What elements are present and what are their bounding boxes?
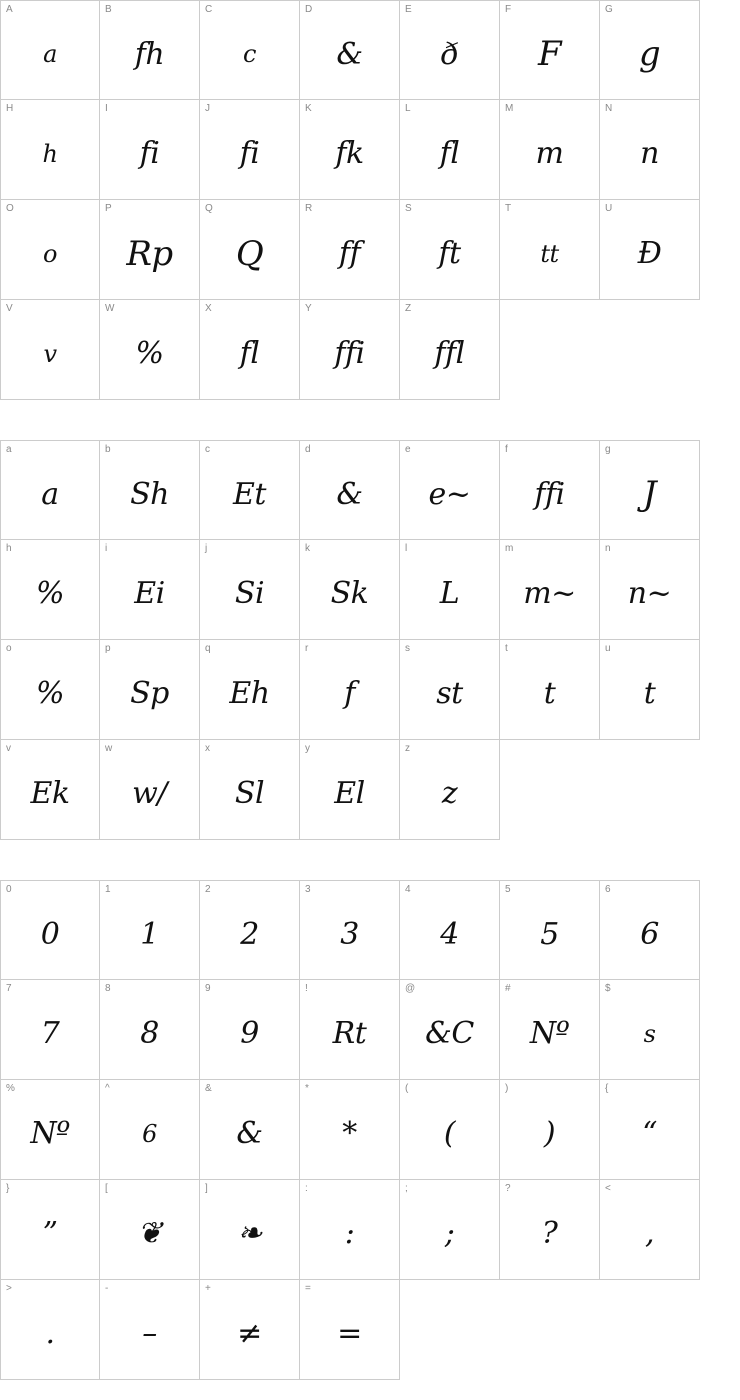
glyph-cell[interactable] (600, 1080, 700, 1180)
glyph-cell[interactable] (500, 440, 600, 540)
glyph-key-label: ^ (105, 1083, 110, 1094)
glyph-cell[interactable] (0, 300, 100, 400)
glyph-preview: a (41, 476, 59, 512)
glyph-key-label: $ (605, 983, 611, 994)
glyph-preview: o (43, 239, 57, 268)
glyph-key-label: c (205, 444, 210, 455)
glyph-cell[interactable] (500, 200, 600, 300)
glyph-preview: % (35, 576, 64, 611)
glyph-cell[interactable] (0, 880, 100, 980)
glyph-preview: ? (541, 1216, 558, 1251)
glyph-key-label: j (205, 543, 208, 554)
glyph-preview: 8 (140, 1016, 159, 1051)
glyph-cell[interactable] (200, 300, 300, 400)
glyph-preview: Nº (529, 1016, 570, 1051)
glyph-cell[interactable] (600, 980, 700, 1080)
glyph-key-label: * (305, 1083, 309, 1094)
glyph-key-label: i (105, 543, 108, 554)
glyph-preview: * (342, 1116, 357, 1151)
empty-cell (500, 740, 600, 840)
glyph-cell[interactable] (500, 980, 600, 1080)
glyph-cell[interactable] (400, 0, 500, 100)
glyph-preview: ft (438, 236, 461, 271)
glyph-row (0, 100, 700, 200)
glyph-preview: Ek (30, 776, 70, 811)
glyph-cell[interactable] (200, 100, 300, 200)
glyph-preview: f (344, 676, 355, 711)
glyph-cell[interactable] (0, 0, 100, 100)
glyph-cell[interactable] (200, 440, 300, 540)
glyph-row (0, 200, 700, 300)
glyph-preview: ffl (434, 336, 465, 371)
glyph-preview: 0 (40, 916, 60, 952)
glyph-key-label: h (6, 543, 12, 554)
glyph-key-label: ] (205, 1183, 208, 1194)
glyph-key-label: ? (505, 1183, 511, 1194)
glyph-key-label: U (605, 203, 613, 214)
glyph-cell[interactable] (0, 980, 100, 1080)
glyph-cell[interactable] (300, 980, 400, 1080)
glyph-cell[interactable] (0, 1280, 100, 1380)
glyph-preview: tt (540, 239, 559, 268)
glyph-cell[interactable] (200, 880, 300, 980)
glyph-cell[interactable] (0, 200, 100, 300)
glyph-preview: – (142, 1316, 157, 1351)
glyph-cell[interactable] (100, 980, 200, 1080)
glyph-preview: 1 (140, 916, 159, 952)
glyph-preview: 6 (142, 1119, 157, 1148)
glyph-cell[interactable] (300, 1180, 400, 1280)
glyph-preview: &C (425, 1016, 474, 1051)
glyph-key-label: 8 (105, 983, 111, 994)
glyph-key-label: x (205, 743, 210, 754)
glyph-cell[interactable] (500, 1080, 600, 1180)
glyph-key-label: < (605, 1183, 611, 1194)
glyph-cell[interactable] (600, 1180, 700, 1280)
glyph-cell[interactable] (400, 540, 500, 640)
glyph-cell[interactable] (0, 740, 100, 840)
glyph-key-label: u (605, 643, 611, 654)
glyph-preview: 9 (240, 1016, 259, 1051)
glyph-key-label: : (305, 1183, 308, 1194)
glyph-key-label: H (6, 103, 14, 114)
glyph-cell[interactable] (500, 880, 600, 980)
glyph-cell[interactable] (400, 440, 500, 540)
empty-cell (500, 300, 600, 400)
glyph-key-label: N (605, 103, 613, 114)
glyph-preview: Sk (330, 576, 369, 611)
glyph-key-label: S (405, 203, 412, 214)
glyph-preview: a (43, 40, 57, 68)
glyph-preview: ) (543, 1116, 556, 1151)
glyph-key-label: Z (405, 303, 412, 314)
glyph-cell[interactable] (300, 1280, 400, 1380)
glyph-key-label: 1 (105, 884, 111, 895)
glyph-cell[interactable] (400, 880, 500, 980)
glyph-preview: & (336, 36, 363, 72)
glyph-key-label: 7 (6, 983, 12, 994)
empty-cell (600, 300, 700, 400)
glyph-preview: fl (439, 136, 460, 171)
glyph-preview: , (644, 1216, 655, 1251)
glyph-preview: & (336, 476, 363, 512)
glyph-preview: & (236, 1116, 263, 1151)
glyph-key-label: Q (205, 203, 213, 214)
glyph-cell[interactable] (200, 540, 300, 640)
glyph-cell[interactable] (400, 200, 500, 300)
glyph-cell[interactable] (600, 540, 700, 640)
glyph-preview: Q (235, 233, 264, 274)
glyph-row (0, 1180, 700, 1280)
glyph-cell[interactable] (200, 1180, 300, 1280)
glyph-cell[interactable] (200, 0, 300, 100)
glyph-preview: ≠ (237, 1316, 262, 1351)
glyph-key-label: ) (505, 1083, 509, 1094)
glyph-key-label: d (305, 444, 311, 455)
glyph-preview: Et (233, 476, 266, 512)
uppercase-block (0, 0, 740, 400)
glyph-preview: t (543, 676, 556, 711)
glyph-key-label: 9 (205, 983, 211, 994)
glyph-key-label: T (505, 203, 512, 214)
glyph-preview: L (439, 576, 460, 611)
glyph-cell[interactable] (400, 1080, 500, 1180)
glyph-key-label: @ (405, 983, 416, 994)
glyph-preview: % (35, 676, 64, 711)
glyph-cell[interactable] (300, 440, 400, 540)
glyph-key-label: Y (305, 303, 312, 314)
glyph-cell[interactable] (100, 1180, 200, 1280)
glyph-cell[interactable] (200, 740, 300, 840)
glyph-preview: 4 (440, 916, 459, 952)
glyph-key-label: k (305, 543, 310, 554)
glyph-key-label: = (305, 1283, 311, 1294)
glyph-cell[interactable] (300, 200, 400, 300)
glyph-key-label: V (6, 303, 13, 314)
glyph-cell[interactable] (300, 0, 400, 100)
glyph-key-label: r (305, 643, 309, 654)
glyph-cell[interactable] (300, 540, 400, 640)
glyph-cell[interactable] (0, 100, 100, 200)
glyph-cell[interactable] (0, 1080, 100, 1180)
glyph-preview: g (638, 34, 661, 74)
glyph-key-label: % (6, 1083, 15, 1094)
glyph-key-label: C (205, 4, 213, 15)
glyph-preview: . (45, 1316, 55, 1351)
glyph-cell[interactable] (100, 0, 200, 100)
glyph-row (0, 740, 700, 840)
glyph-cell[interactable] (600, 100, 700, 200)
glyph-preview: w/ (132, 776, 167, 811)
glyph-key-label: F (505, 4, 512, 15)
glyph-preview: fk (335, 136, 364, 171)
glyph-preview: v (43, 339, 57, 368)
glyph-preview: fh (134, 36, 165, 72)
glyph-preview: e~ (428, 476, 471, 512)
glyph-key-label: # (505, 983, 511, 994)
glyph-cell[interactable] (400, 300, 500, 400)
glyph-cell[interactable] (300, 740, 400, 840)
glyph-key-label: a (6, 444, 12, 455)
glyph-preview: ❧ (237, 1216, 262, 1251)
glyph-preview: t (643, 676, 656, 711)
glyph-preview: 7 (40, 1016, 60, 1051)
glyph-cell[interactable] (600, 440, 700, 540)
glyph-key-label: & (205, 1083, 212, 1094)
glyph-preview: 2 (240, 916, 259, 952)
glyph-cell[interactable] (400, 640, 500, 740)
glyph-key-label: } (6, 1183, 10, 1194)
glyph-cell[interactable] (500, 0, 600, 100)
glyph-key-label: 5 (505, 884, 511, 895)
glyph-preview: = (337, 1316, 362, 1351)
glyph-key-label: [ (105, 1183, 108, 1194)
glyph-preview: ð (440, 36, 459, 72)
glyph-cell[interactable] (500, 640, 600, 740)
glyph-key-label: E (405, 4, 412, 15)
glyph-preview: ; (444, 1216, 455, 1251)
glyph-cell[interactable] (100, 740, 200, 840)
glyph-preview: Sp (130, 676, 169, 711)
glyph-key-label: R (305, 203, 313, 214)
glyph-row (0, 1080, 700, 1180)
glyph-key-label: ( (405, 1083, 409, 1094)
glyph-cell[interactable] (300, 880, 400, 980)
glyph-cell[interactable] (300, 1080, 400, 1180)
glyph-preview: z (441, 776, 458, 811)
glyph-cell[interactable] (600, 640, 700, 740)
glyph-preview: fi (139, 136, 160, 171)
glyph-cell[interactable] (0, 440, 100, 540)
glyph-cell[interactable] (100, 440, 200, 540)
glyph-preview: : (344, 1216, 355, 1251)
glyph-key-label: q (205, 643, 211, 654)
glyph-preview: F (537, 34, 562, 74)
glyph-key-label: b (105, 444, 111, 455)
glyph-key-label: l (405, 543, 408, 554)
glyph-preview: fi (239, 136, 260, 171)
glyph-key-label: W (105, 303, 115, 314)
glyph-preview: 5 (540, 916, 559, 952)
glyph-preview: Rp (126, 233, 173, 274)
glyph-cell[interactable] (100, 200, 200, 300)
glyph-preview: “ (642, 1116, 657, 1151)
glyph-cell[interactable] (200, 640, 300, 740)
glyph-key-label: g (605, 444, 611, 455)
glyph-key-label: K (305, 103, 312, 114)
glyph-key-label: p (105, 643, 111, 654)
glyph-key-label: e (405, 444, 411, 455)
glyph-cell[interactable] (500, 1180, 600, 1280)
glyph-row (0, 880, 700, 980)
glyph-key-label: s (405, 643, 410, 654)
glyph-key-label: + (205, 1283, 211, 1294)
glyph-cell[interactable] (200, 1080, 300, 1180)
glyph-key-label: o (6, 643, 12, 654)
glyph-preview: Rt (332, 1016, 367, 1051)
glyph-preview: El (334, 776, 365, 811)
glyph-preview: m~ (523, 576, 576, 611)
glyph-row (0, 640, 700, 740)
glyph-cell[interactable] (0, 1180, 100, 1280)
glyph-key-label: - (105, 1283, 109, 1294)
glyph-key-label: 0 (6, 884, 12, 895)
glyph-cell[interactable] (600, 0, 700, 100)
glyph-preview: ffi (334, 336, 365, 371)
glyph-preview: Si (234, 576, 265, 611)
glyph-preview: ( (443, 1116, 456, 1151)
glyph-preview: st (436, 676, 463, 711)
glyph-cell[interactable] (100, 1280, 200, 1380)
glyph-key-label: t (505, 643, 508, 654)
lowercase-block (0, 440, 740, 840)
glyph-key-label: 2 (205, 884, 211, 895)
glyph-preview: Ð (637, 236, 662, 271)
glyph-key-label: M (505, 103, 514, 114)
glyph-key-label: 4 (405, 884, 411, 895)
glyph-cell[interactable] (100, 300, 200, 400)
glyph-preview: 6 (640, 916, 659, 952)
glyph-key-label: G (605, 4, 613, 15)
glyph-cell[interactable] (200, 980, 300, 1080)
glyph-preview: fl (239, 336, 260, 371)
glyph-key-label: z (405, 743, 410, 754)
glyph-key-label: n (605, 543, 611, 554)
glyph-cell[interactable] (400, 1180, 500, 1280)
glyph-preview: Eh (229, 676, 270, 711)
empty-cell (600, 1280, 700, 1380)
glyph-cell[interactable] (600, 200, 700, 300)
glyph-preview: 3 (340, 916, 359, 952)
glyph-cell[interactable] (300, 300, 400, 400)
glyph-row (0, 540, 700, 640)
glyph-cell[interactable] (500, 100, 600, 200)
glyph-preview: Sh (130, 476, 169, 512)
glyph-cell[interactable] (200, 200, 300, 300)
glyph-cell[interactable] (100, 880, 200, 980)
glyph-cell[interactable] (200, 1280, 300, 1380)
glyph-cell[interactable] (400, 740, 500, 840)
glyph-preview: Nº (30, 1116, 70, 1151)
glyph-key-label: O (6, 203, 14, 214)
glyph-cell[interactable] (100, 1080, 200, 1180)
glyph-row (0, 1280, 700, 1380)
glyph-cell[interactable] (600, 880, 700, 980)
glyph-cell[interactable] (400, 980, 500, 1080)
digits-symbols-block (0, 880, 740, 1380)
glyph-preview: Sl (234, 776, 265, 811)
glyph-key-label: X (205, 303, 212, 314)
empty-cell (500, 1280, 600, 1380)
glyph-preview: ffi (534, 476, 565, 512)
glyph-preview: h (42, 139, 58, 168)
glyph-key-label: m (505, 543, 514, 554)
glyph-cell[interactable] (100, 640, 200, 740)
glyph-key-label: { (605, 1083, 609, 1094)
glyph-key-label: 3 (305, 884, 311, 895)
glyph-preview: ❦ (137, 1216, 162, 1251)
glyph-cell[interactable] (100, 540, 200, 640)
glyph-preview: J (642, 474, 657, 514)
glyph-row (0, 440, 700, 540)
glyph-cell[interactable] (300, 100, 400, 200)
glyph-preview: ” (42, 1216, 58, 1251)
glyph-preview: c (243, 40, 256, 68)
glyph-key-label: B (105, 4, 112, 15)
glyph-key-label: y (305, 743, 310, 754)
glyph-preview: m (535, 136, 564, 171)
glyph-preview: n~ (627, 576, 672, 611)
glyph-cell[interactable] (0, 640, 100, 740)
glyph-preview: % (135, 336, 164, 371)
glyph-key-label: ; (405, 1183, 408, 1194)
glyph-preview: Ei (134, 576, 165, 611)
glyph-key-label: L (405, 103, 411, 114)
glyph-key-label: v (6, 743, 11, 754)
glyph-row (0, 300, 700, 400)
glyph-key-label: ! (305, 983, 308, 994)
glyph-key-label: > (6, 1283, 12, 1294)
glyph-key-label: 6 (605, 884, 611, 895)
glyph-row (0, 980, 700, 1080)
glyph-key-label: I (105, 103, 108, 114)
glyph-cell[interactable] (500, 540, 600, 640)
glyph-row (0, 0, 700, 100)
glyph-cell[interactable] (100, 100, 200, 200)
glyph-cell[interactable] (400, 100, 500, 200)
glyph-key-label: f (505, 444, 508, 455)
glyph-preview: n (640, 136, 659, 171)
empty-cell (400, 1280, 500, 1380)
glyph-key-label: D (305, 4, 313, 15)
glyph-key-label: P (105, 203, 112, 214)
glyph-key-label: J (205, 103, 210, 114)
glyph-cell[interactable] (0, 540, 100, 640)
glyph-key-label: A (6, 4, 13, 15)
glyph-cell[interactable] (300, 640, 400, 740)
glyph-preview: ff (338, 236, 361, 271)
glyph-preview: s (643, 1019, 656, 1048)
glyph-key-label: w (105, 743, 113, 754)
empty-cell (600, 740, 700, 840)
